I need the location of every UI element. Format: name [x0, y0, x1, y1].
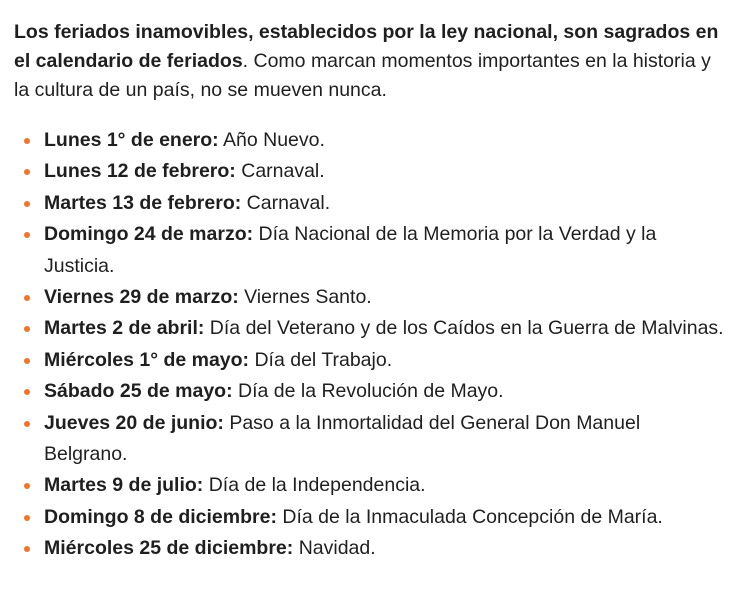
intro-bold-text: Los feriados inamovibles, establecidos por la ley nacional, son sagrados en el calendario de feriados — [14, 21, 719, 72]
intro-text: . Como marcan momentos importantes en la historia y la cultura de un país, no se mueven nunca. — [14, 50, 711, 101]
holiday-name: Día Nacional de la Memoria por la Verdad y la Justicia. — [44, 223, 657, 277]
holiday-date: Sábado 25 de mayo: — [44, 380, 233, 403]
holiday-item — [14, 219, 729, 282]
holiday-name: Viernes Santo. — [238, 286, 372, 309]
holiday-name: Día del Trabajo. — [249, 348, 393, 371]
holiday-item — [14, 345, 729, 376]
holiday-name: Día del Veterano y de los Caídos en la Guerra de Malvinas. — [204, 317, 724, 340]
holiday-date: Lunes 12 de febrero: — [44, 160, 236, 183]
holiday-date: Lunes 1° de enero: — [44, 129, 219, 151]
holiday-name: Día de la Revolución de Mayo. — [232, 380, 504, 403]
holiday-item — [14, 188, 729, 219]
holiday-date: Miércoles 25 de diciembre: — [44, 537, 294, 560]
holiday-date: Miércoles 1° de mayo: — [44, 348, 250, 371]
holiday-name: Carnaval. — [241, 191, 331, 214]
bullet-icon — [24, 169, 30, 175]
holiday-date: Viernes 29 de marzo: — [44, 286, 239, 309]
bullet-icon — [24, 358, 30, 364]
bullet-icon — [24, 232, 30, 238]
bullet-icon — [24, 138, 30, 144]
bullet-icon — [24, 295, 30, 301]
holiday-name: Año Nuevo. — [218, 129, 325, 151]
holiday-item — [14, 533, 729, 564]
bullet-icon — [24, 326, 30, 332]
holiday-item — [14, 408, 729, 471]
holiday-name: Paso a la Inmortalidad del General Don Manuel Belgrano. — [44, 411, 641, 466]
holiday-date: Martes 2 de abril: — [44, 317, 205, 340]
bullet-icon — [24, 515, 30, 521]
holiday-name: Navidad. — [293, 537, 376, 560]
holiday-date: Domingo 24 de marzo: — [44, 223, 254, 246]
holiday-date: Martes 13 de febrero: — [44, 191, 242, 214]
holiday-item — [14, 470, 729, 501]
bullet-icon — [24, 483, 30, 489]
holiday-date: Jueves 20 de junio: — [44, 411, 224, 434]
holiday-list — [14, 125, 729, 565]
holiday-item — [14, 313, 729, 344]
bullet-icon — [24, 421, 30, 427]
holiday-name: Carnaval. — [235, 160, 325, 183]
holiday-date: Martes 9 de julio: — [44, 474, 204, 497]
holiday-name: Día de la Independencia. — [203, 474, 426, 497]
holiday-item — [14, 156, 729, 187]
holiday-item — [14, 376, 729, 407]
bullet-icon — [24, 389, 30, 395]
bullet-icon — [24, 546, 30, 552]
holiday-item — [14, 502, 729, 533]
holiday-item — [14, 282, 729, 313]
holiday-name: Día de la Inmaculada Concepción de María. — [276, 505, 663, 528]
holiday-item — [14, 125, 729, 156]
intro-paragraph — [14, 18, 729, 105]
bullet-icon — [24, 201, 30, 207]
holiday-date: Domingo 8 de diciembre: — [44, 505, 277, 528]
